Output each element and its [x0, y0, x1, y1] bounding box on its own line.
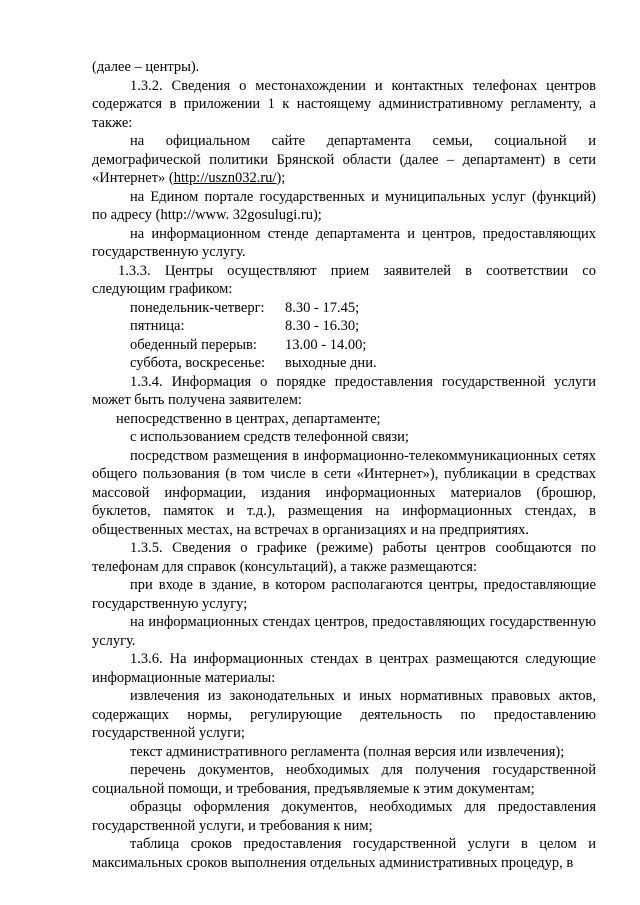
schedule-time: выходные дни.	[285, 355, 377, 371]
schedule-time: 8.30 - 16.30;	[285, 318, 360, 334]
schedule-day: обеденный перерыв:	[130, 336, 257, 353]
schedule-day: суббота, воскресенье:	[130, 355, 266, 371]
schedule-row	[130, 317, 377, 336]
paragraph-entrance: при входе в здание, в котором располагаются центры, предоставляющие государственную услугу;	[92, 577, 596, 612]
schedule-row	[130, 299, 377, 318]
schedule-row	[130, 336, 377, 355]
paragraph-continuation: (далее – центры).	[92, 59, 200, 75]
schedule-time: 8.30 - 17.45;	[285, 299, 360, 316]
paragraph-phone: с использованием средств телефонной связи;	[130, 429, 409, 445]
paragraph-documents-list: перечень документов, необходимых для получения государственной социальной помощи, и требования, предъявляемые к этим документам;	[92, 762, 596, 797]
paragraph-info-stand: на информационном стенде департамента и центров, предоставляющих государственную услугу.	[92, 225, 596, 260]
official-site-text-end: );	[276, 170, 286, 186]
schedule-day: понедельник-четверг:	[130, 299, 265, 316]
paragraph-regulation-text: текст административного регламента (полная версия или извлечения);	[130, 743, 565, 760]
paragraph-gosuslugi: на Едином портале государственных и муниципальных услуг (функций) по адресу (http://www. 32gosulugi.ru);	[92, 188, 596, 223]
paragraph-samples: образцы оформления документов, необходимых для предоставления государственной услуги, и требования к ним;	[92, 799, 596, 834]
schedule-day: пятница:	[130, 318, 185, 334]
schedule-row	[130, 354, 377, 373]
paragraph-1-3-5: 1.3.5. Сведения о графике (режиме) работы центров сообщаются по телефонам для справок (консультаций), а также размещаются:	[92, 540, 596, 575]
paragraph-extracts: извлечения из законодательных и иных нормативных правовых актов, содержащих нормы, регулирующие деятельность по предоставлению государственной услуги;	[92, 688, 596, 741]
paragraph-official-site	[92, 132, 596, 188]
paragraph-1-3-2: 1.3.2. Сведения о местонахождении и контактных телефонах центров содержатся в приложении 1 к настоящему административному регламенту, а также:	[92, 77, 596, 131]
uszn-link[interactable]: http://uszn032.ru/	[173, 170, 277, 186]
paragraph-stands: на информационных стендах центров, предоставляющих государственную услугу.	[92, 614, 596, 649]
paragraph-directly: непосредственно в центрах, департаменте;	[116, 410, 381, 427]
document-page	[92, 58, 596, 872]
official-site-text: на официальном сайте департамента семьи, социальной и демографической политики Брянской области (далее – департамент) в сети «Интернет» (	[92, 133, 596, 186]
paragraph-1-3-6: 1.3.6. На информационных стендах в центрах размещаются следующие информационные материалы:	[92, 651, 596, 686]
schedule-table	[130, 299, 377, 373]
paragraph-1-3-3: 1.3.3. Центры осуществляют прием заявителей в соответствии со следующим графиком:	[92, 262, 596, 297]
schedule-time: 13.00 - 14.00;	[285, 336, 367, 353]
paragraph-deadlines-table: таблица сроков предоставления государственной услуги в целом и максимальных сроков выполнения отдельных административных процедур, в	[92, 836, 596, 871]
paragraph-1-3-4: 1.3.4. Информация о порядке предоставления государственной услуги может быть получена заявителем:	[92, 373, 596, 408]
paragraph-publication: посредством размещения в информационно-телекоммуникационных сетях общего пользования (в том числе в сети «Интернет»), публикации в средствах массовой информации, издания информационных материалов (брошюр, буклетов, памяток и т.д.), размещения на информационных стендах, в общественных местах, на встречах в организациях и на предприятиях.	[92, 447, 596, 538]
